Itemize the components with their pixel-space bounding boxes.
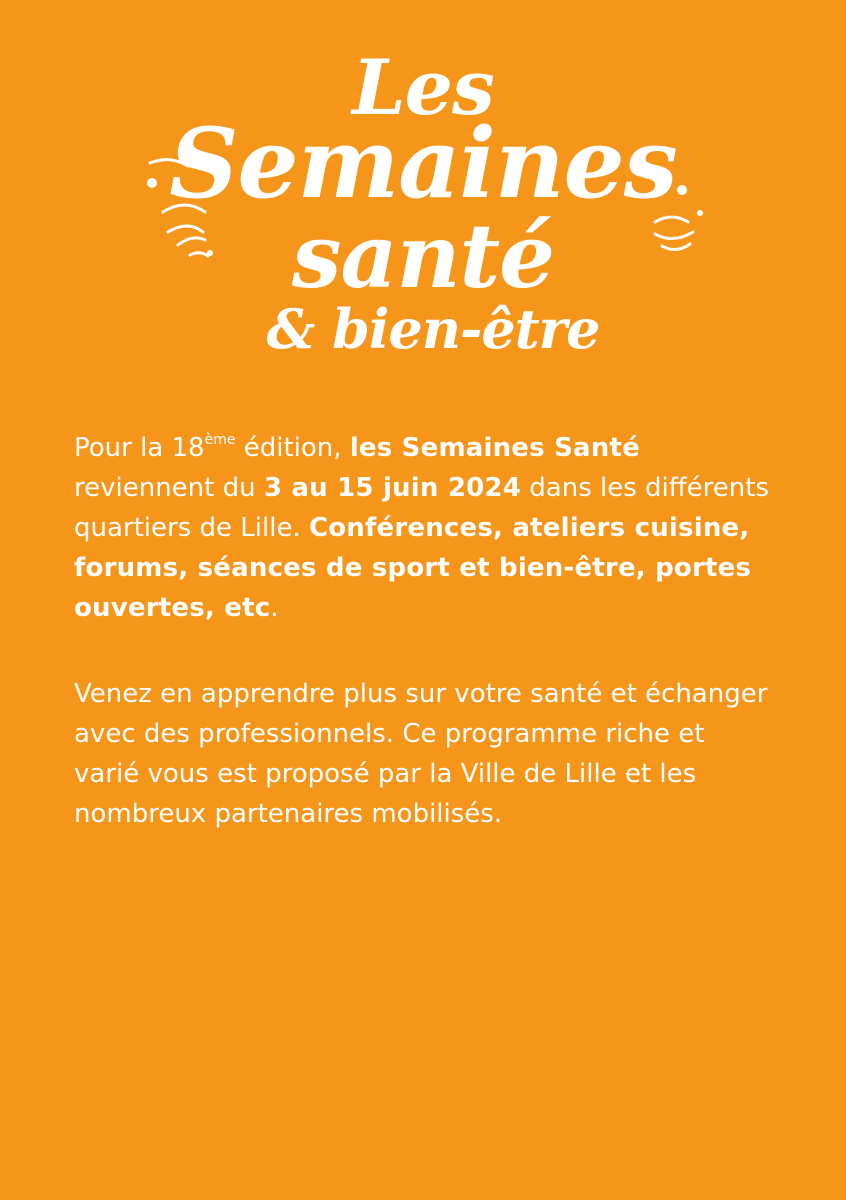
intro-bold-dates: 3 au 15 juin 2024 — [263, 473, 522, 503]
intro-text-5: . — [270, 593, 279, 623]
intro-text-4: dans les différents quartiers de Lille. — [74, 473, 770, 543]
event-logo — [0, 0, 846, 400]
logo-line-bien-etre: & bien-être — [266, 297, 600, 361]
intro-text-3: reviennent du — [74, 473, 264, 503]
intro-paragraph — [74, 428, 774, 628]
ordinal-suffix: ème — [204, 432, 236, 448]
logo-line-semaines: Semaines — [169, 107, 677, 220]
logo-line-sante: santé — [291, 204, 555, 308]
intro-bold-activities: Conférences, ateliers cuisine, forums, séances de sport et bien-être, portes ouvertes, etc — [74, 513, 752, 623]
intro-text-2: édition, — [235, 433, 350, 463]
intro-text-1: Pour la 18 — [74, 433, 205, 463]
logo-line-les: Les — [352, 43, 494, 132]
intro-bold-title: les Semaines Santé — [349, 433, 640, 463]
description — [74, 428, 774, 880]
second-paragraph: Venez en apprendre plus sur votre santé et échanger avec des professionnels. Ce programme riche et varié vous est proposé par la Ville de Lille et les nombreux partenaires mobilisés. — [74, 679, 768, 829]
